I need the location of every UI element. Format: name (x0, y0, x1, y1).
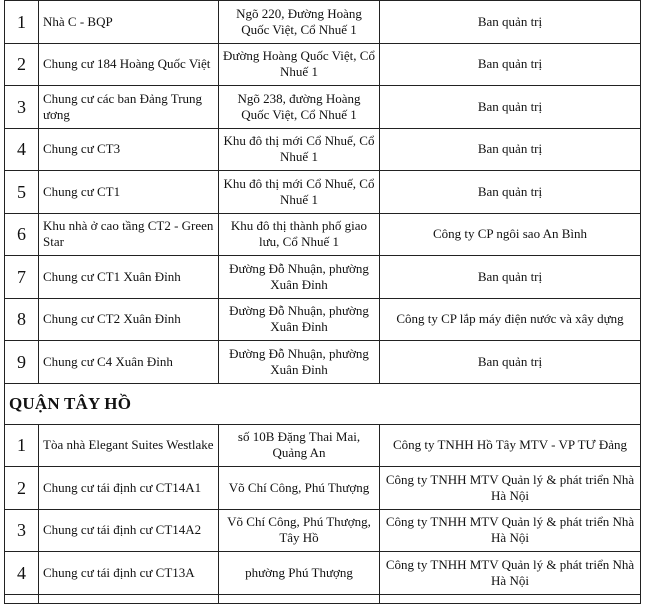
building-name: Chung cư CT1 (39, 171, 219, 214)
row-number: 9 (5, 341, 39, 384)
building-address: Đường Đỗ Nhuận, phường Xuân Đỉnh (219, 341, 380, 384)
management-unit: Công ty CP ngôi sao An Bình (380, 213, 641, 256)
building-name: Chung cư CT2 Xuân Đỉnh (39, 298, 219, 341)
row-number: 4 (5, 128, 39, 171)
building-name: Chung cư CT3 (39, 128, 219, 171)
row-number: 7 (5, 256, 39, 299)
row-number: 6 (5, 213, 39, 256)
row-number: 4 (5, 552, 39, 595)
building-name: Tòa nhà Elegant Suites Westlake (39, 424, 219, 467)
building-address: phường Phú Thượng (219, 552, 380, 595)
building-address: Khu đô thị mới Cổ Nhuế, Cổ Nhuế 1 (219, 171, 380, 214)
building-address: số 10B Đặng Thai Mai, Quảng An (219, 424, 380, 467)
row-number: 3 (5, 86, 39, 129)
building-address: Ngõ 220, Đường Hoàng Quốc Việt, Cổ Nhuế 1 (219, 1, 380, 44)
table-row (5, 424, 641, 467)
building-address: Ngõ 238, đường Hoàng Quốc Việt, Cổ Nhuế 1 (219, 86, 380, 129)
table-row (5, 509, 641, 552)
building-name: Chung cư tái định cư CT14A1 (39, 467, 219, 510)
building-name: Chung cư C4 Xuân Đỉnh (39, 341, 219, 384)
building-name: Khu nhà ở cao tầng CT2 - Green Star (39, 213, 219, 256)
empty-cell (219, 594, 380, 603)
table-body (5, 1, 641, 604)
building-address: Võ Chí Công, Phú Thượng, Tây Hồ (219, 509, 380, 552)
building-name: Chung cư các ban Đảng Trung ương (39, 86, 219, 129)
building-address: Võ Chí Công, Phú Thượng (219, 467, 380, 510)
building-name: Chung cư 184 Hoàng Quốc Việt (39, 43, 219, 86)
table-row (5, 86, 641, 129)
row-number: 1 (5, 1, 39, 44)
row-number: 3 (5, 509, 39, 552)
management-unit: Ban quản trị (380, 43, 641, 86)
row-number: 8 (5, 298, 39, 341)
building-address: Khu đô thị mới Cổ Nhuế, Cổ Nhuế 1 (219, 128, 380, 171)
section-header-row (5, 383, 641, 424)
row-number: 1 (5, 424, 39, 467)
row-number: 2 (5, 43, 39, 86)
management-unit: Ban quản trị (380, 86, 641, 129)
building-address: Đường Hoàng Quốc Việt, Cổ Nhuế 1 (219, 43, 380, 86)
management-unit: Ban quản trị (380, 128, 641, 171)
table-row (5, 43, 641, 86)
building-name: Chung cư CT1 Xuân Đỉnh (39, 256, 219, 299)
management-unit: Công ty TNHH MTV Quản lý & phát triển Nhà Hà Nội (380, 467, 641, 510)
table-row (5, 1, 641, 44)
empty-cell (5, 594, 39, 603)
section-title: QUẬN TÂY HỒ (5, 383, 641, 424)
table-row (5, 467, 641, 510)
apartment-table (4, 0, 641, 604)
table-row (5, 128, 641, 171)
management-unit: Công ty TNHH MTV Quản lý & phát triển Nhà Hà Nội (380, 509, 641, 552)
table-row (5, 213, 641, 256)
building-name: Chung cư tái định cư CT14A2 (39, 509, 219, 552)
management-unit: Ban quản trị (380, 171, 641, 214)
table-row-partial (5, 594, 641, 603)
table-row (5, 298, 641, 341)
management-unit: Ban quản trị (380, 341, 641, 384)
table-row (5, 552, 641, 595)
table-row (5, 341, 641, 384)
row-number: 2 (5, 467, 39, 510)
building-name: Nhà C - BQP (39, 1, 219, 44)
management-unit: Công ty CP lắp máy điện nước và xây dựng (380, 298, 641, 341)
building-name: Chung cư tái định cư CT13A (39, 552, 219, 595)
row-number: 5 (5, 171, 39, 214)
management-unit: Ban quản trị (380, 256, 641, 299)
building-address: Đường Đỗ Nhuận, phường Xuân Đỉnh (219, 256, 380, 299)
building-address: Đường Đỗ Nhuận, phường Xuân Đỉnh (219, 298, 380, 341)
management-unit: Công ty TNHH Hồ Tây MTV - VP TƯ Đảng (380, 424, 641, 467)
empty-cell (380, 594, 641, 603)
building-address: Khu đô thị thành phố giao lưu, Cổ Nhuế 1 (219, 213, 380, 256)
empty-cell (39, 594, 219, 603)
management-unit: Ban quản trị (380, 1, 641, 44)
table-row (5, 171, 641, 214)
management-unit: Công ty TNHH MTV Quản lý & phát triển Nhà Hà Nội (380, 552, 641, 595)
table-row (5, 256, 641, 299)
